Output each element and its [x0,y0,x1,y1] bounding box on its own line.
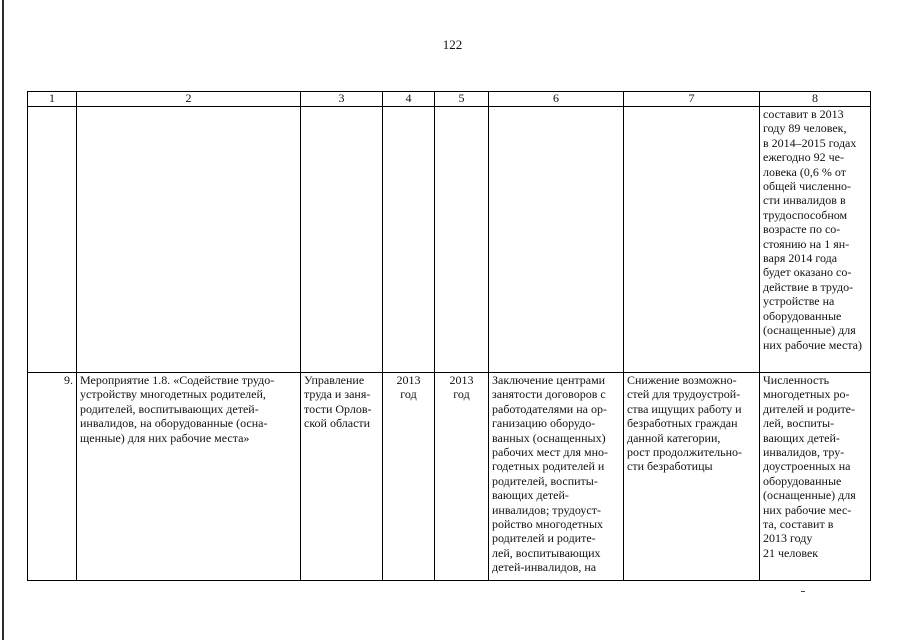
text-line: детей-инвалидов, на [492,560,597,575]
text-line: 2013 [396,373,421,387]
continuation-cell-4 [383,107,435,373]
text-line: лей, воспиты- [763,416,835,431]
continuation-cell-5 [435,107,489,373]
text-line: ства ищущих работу и [627,401,742,416]
text-line: труда и заня- [304,387,371,402]
text-line: стоянию на 1 ян- [763,236,850,251]
column-header-6: 6 [489,92,624,107]
text-line: родителей и родите- [492,531,596,546]
text-line: году 89 человек, [763,121,847,136]
text-line: Заключение центрами [492,373,606,387]
text-line: общей численно- [763,179,852,194]
executor-cell [301,373,383,581]
text-line: рабочих мест для мно- [492,445,608,460]
text-line: Мероприятие 1.8. «Содействие трудо- [80,373,275,387]
text-line: Численность [763,373,830,387]
text-line: в 2014–2015 годах [763,135,857,150]
text-line: ской области [304,416,371,431]
text-line: ловека (0,6 % от [763,164,846,179]
text-line: 21 человек [763,545,819,560]
text-line: стей для трудоустрой- [627,387,741,402]
event-name-cell [77,373,301,581]
text-line: доустроенных на [763,459,851,474]
page-left-edge [2,0,4,640]
end-year-cell [435,373,489,581]
column-header-7: 7 [624,92,760,107]
text-line: ванных (оснащенных) [492,430,606,445]
text-line: данной категории, [627,430,721,445]
column-header-5: 5 [435,92,489,107]
text-line: них рабочие мес- [763,502,852,517]
text-line: та, составит в [763,517,834,532]
start-year-cell [383,373,435,581]
indicator-cell [760,373,871,581]
continuation-cell-7 [624,107,760,373]
continuation-indicator-cell [760,107,871,373]
page-number: 122 [442,37,463,52]
text-line: год [400,387,417,402]
stray-mark [801,591,805,592]
column-header-2: 2 [77,92,301,107]
text-line: рост продолжительно- [627,445,743,460]
text-line: будет оказано со- [763,265,852,280]
text-line: 2013 году [763,531,813,546]
consequences-cell [624,373,760,581]
text-line: ганизацию оборудо- [492,416,596,431]
text-line: лей, воспитывающих [492,545,601,560]
text-line: вающих детей- [763,430,840,445]
text-line: безработных граждан [627,416,738,431]
continuation-cell-3 [301,107,383,373]
text-line: оборудованные [763,308,842,323]
text-line: устройстве на [763,294,835,309]
text-line: год [453,387,470,402]
text-line: (оснащенные) для [763,323,856,338]
text-line: (оснащенные) для [763,488,856,503]
text-line: щенные) для них рабочие места» [80,430,250,445]
text-line: многодетных ро- [763,387,850,402]
column-header-4: 4 [383,92,435,107]
document-table [27,91,871,581]
text-line: действие в трудо- [763,279,854,294]
text-line: дителей и родите- [763,401,856,416]
text-line: варя 2014 года [763,251,838,266]
continuation-row [28,107,871,373]
text-line: годетных родителей и [492,459,605,474]
text-line: тости Орлов- [304,401,372,416]
text-line: занятости договоров с [492,387,606,402]
table-row-9 [28,373,871,581]
column-header-1: 1 [28,92,77,107]
text-line: Управление [304,373,365,387]
continuation-cell-2 [77,107,301,373]
text-line: них рабочие места) [763,337,863,352]
text-line: составит в 2013 [763,107,844,121]
text-line: родителей, воспитывающих детей- [80,401,259,416]
text-line: сти инвалидов в [763,193,846,208]
text-line: сти безработицы [627,459,713,474]
text-line: ежегодно 92 че- [763,150,844,165]
text-line: работодателями на ор- [492,401,607,416]
text-line: инвалидов, на оборудованные (осна- [80,416,268,431]
expected-result-cell [489,373,624,581]
text-line: 2013 [449,373,474,387]
text-line: вающих детей- [492,488,569,503]
row-number-cell: 9. [28,373,77,581]
table-header-row [28,92,871,107]
text-line: инвалидов; трудоуст- [492,502,601,517]
text-line: ройство многодетных [492,517,604,532]
text-line: трудоспособном [763,207,848,222]
continuation-cell-6 [489,107,624,373]
text-line: оборудованные [763,473,842,488]
text-line: инвалидов, тру- [763,445,845,460]
column-header-8: 8 [760,92,871,107]
column-header-3: 3 [301,92,383,107]
continuation-cell-1 [28,107,77,373]
text-line: родителей, воспиты- [492,473,598,488]
text-line: Снижение возможно- [627,373,737,387]
text-line: возрасте по со- [763,222,841,237]
text-line: устройству многодетных родителей, [80,387,266,402]
